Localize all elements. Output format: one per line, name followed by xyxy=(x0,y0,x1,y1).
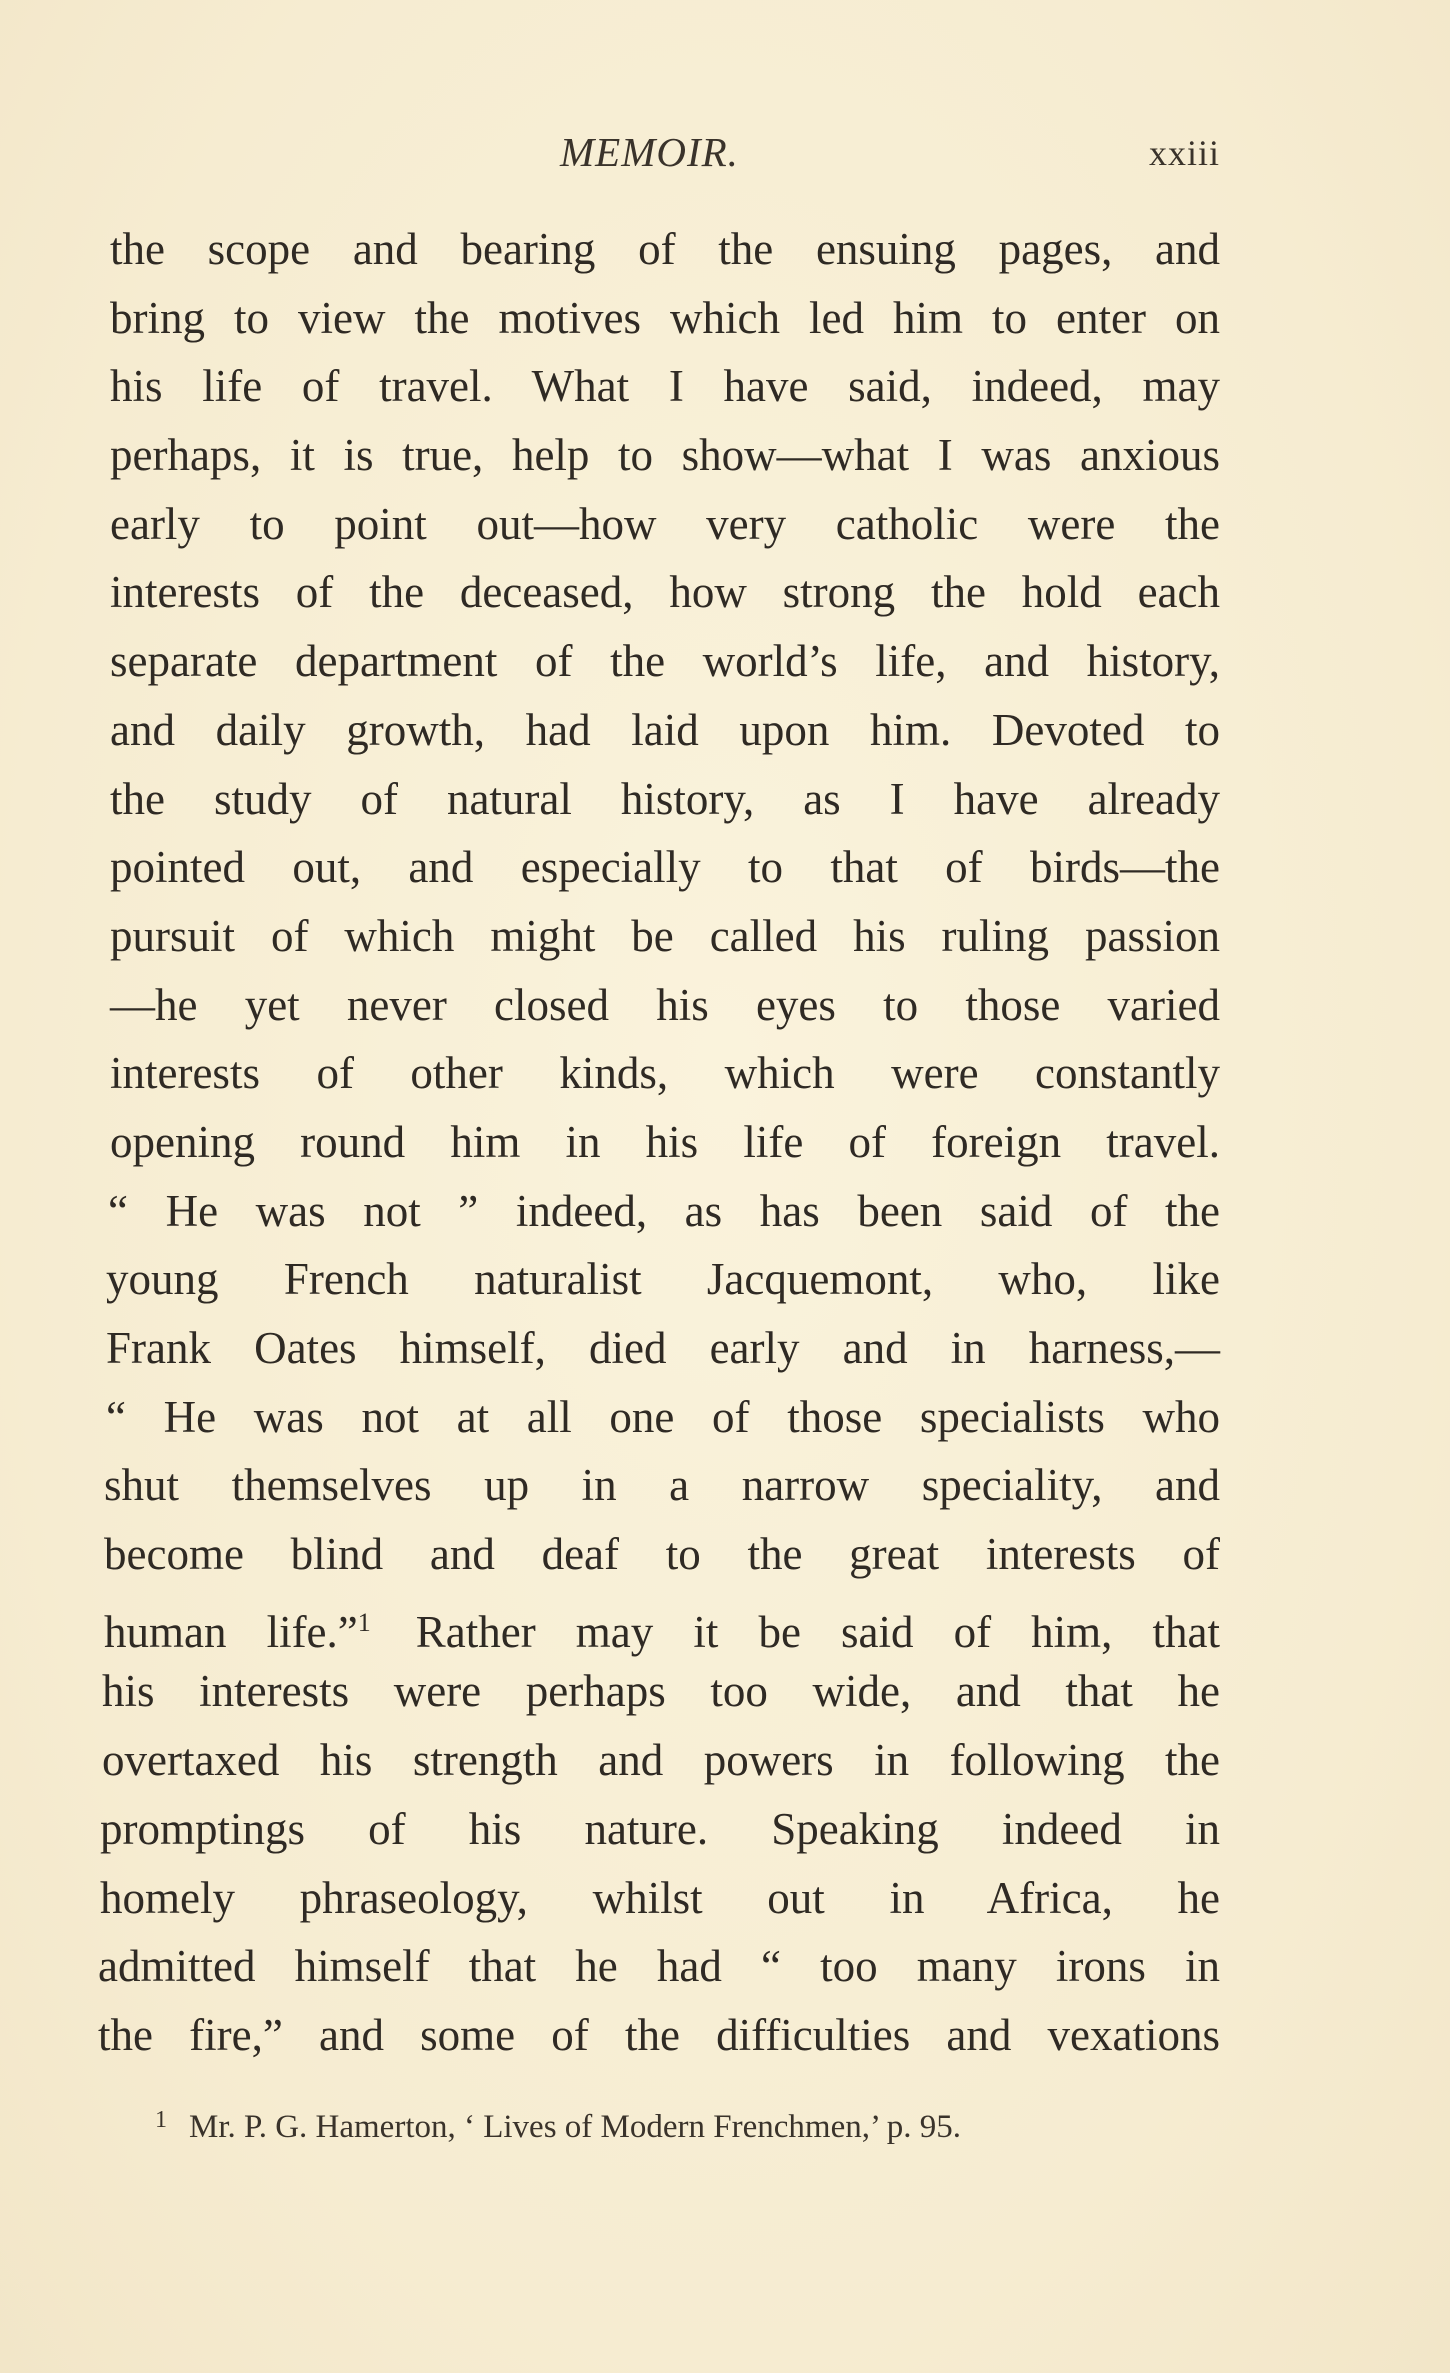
text-fragment: Rather may it be said of him, that xyxy=(415,1606,1221,1657)
text-line: homely phraseology, whilst out in Africa, he xyxy=(100,1872,1220,1923)
page-number: xxiii xyxy=(1148,133,1220,173)
text-line: early to point out—how very catholic were the xyxy=(110,498,1220,549)
text-line: admitted himself that he had “ too many irons in xyxy=(98,1941,1220,1992)
text-line: —he yet never closed his eyes to those varied xyxy=(110,979,1220,1030)
text-line-with-footnote xyxy=(104,1589,1220,1658)
text-line: pointed out, and especially to that of birds—the xyxy=(110,842,1220,893)
running-head xyxy=(110,128,1220,188)
text-line: Frank Oates himself, died early and in harness,— xyxy=(106,1323,1220,1373)
text-line: become blind and deaf to the great interests of xyxy=(104,1529,1220,1580)
running-title: MEMOIR. xyxy=(560,129,739,175)
text-line: his life of travel. What I have said, indeed, may xyxy=(110,361,1220,412)
text-line: and daily growth, had laid upon him. Devoted to xyxy=(110,704,1220,755)
footnote xyxy=(155,2095,1155,2152)
text-line: shut themselves up in a narrow speciality, and xyxy=(104,1460,1220,1511)
text-line: opening round him in his life of foreign travel. xyxy=(110,1116,1220,1167)
text-line: separate department of the world’s life, and history, xyxy=(110,636,1220,687)
text-line: “ He was not at all one of those specialists who xyxy=(106,1391,1220,1442)
text-line: his interests were perhaps too wide, and that he xyxy=(102,1666,1220,1717)
text-line: the study of natural history, as I have already xyxy=(110,773,1220,824)
text-line: interests of the deceased, how strong the hold each xyxy=(110,567,1220,618)
body-text xyxy=(98,215,1221,2070)
text-line: interests of other kinds, which were constantly xyxy=(110,1048,1220,1099)
text-line: young French naturalist Jacquemont, who, like xyxy=(106,1254,1220,1305)
footnote-text: Mr. P. G. Hamerton, ‘ Lives of Modern Frenchmen,’ p. 95. xyxy=(189,2109,962,2145)
text-line: “ He was not ” indeed, as has been said of the xyxy=(108,1185,1220,1236)
text-fragment: human life.” xyxy=(104,1606,358,1657)
text-line: pursuit of which might be called his ruling passion xyxy=(110,910,1220,961)
text-line: overtaxed his strength and powers in following the xyxy=(102,1735,1220,1786)
text-line: the scope and bearing of the ensuing pages, and xyxy=(110,224,1220,274)
text-line: bring to view the motives which led him to enter on xyxy=(110,292,1220,343)
footnote-mark: 1 xyxy=(155,2107,167,2133)
text-line: promptings of his nature. Speaking indeed in xyxy=(100,1803,1220,1854)
text-line: perhaps, it is true, help to show—what I was anxious xyxy=(110,430,1220,481)
footnote-reference: 1 xyxy=(357,1607,371,1637)
text-line: the fire,” and some of the difficulties and vexations xyxy=(98,2009,1220,2060)
